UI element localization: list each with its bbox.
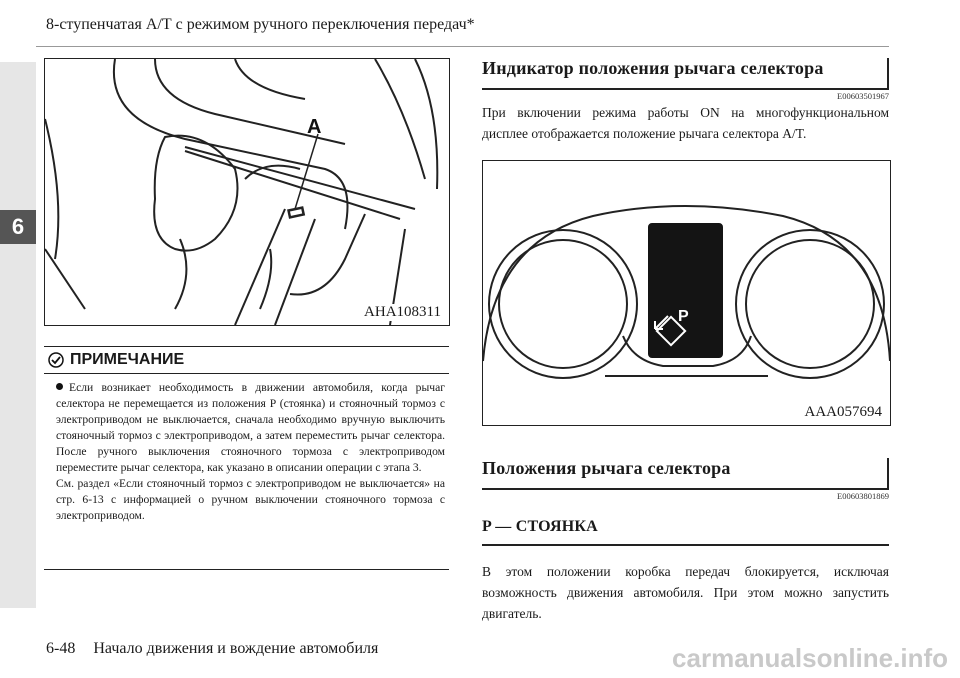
- header-rule: [36, 46, 889, 47]
- instrument-cluster-illustration: [483, 161, 890, 425]
- chapter-tab: 6: [0, 210, 36, 244]
- section-indicator-title-text: Индикатор положения рычага селектора: [482, 58, 824, 78]
- section-park-title-text: P — СТОЯНКА: [482, 518, 598, 535]
- check-icon: [48, 352, 64, 368]
- multi-display: [649, 224, 722, 357]
- section-positions-title: [482, 458, 889, 488]
- gear-selector-figure: [44, 58, 450, 326]
- note-body: [44, 374, 449, 524]
- gear-selector-illustration: [45, 59, 449, 325]
- section-park-title: [482, 518, 889, 544]
- side-strip: [0, 62, 36, 608]
- title-bar: [887, 58, 889, 88]
- page-footer: [46, 640, 378, 658]
- bullet-icon: [56, 383, 63, 390]
- section-park-text: В этом положении коробка передач блокируется, исключая возможность движения автомобиля. При этом можно запустить двигатель.: [482, 564, 889, 621]
- figure2-label: AAA057694: [804, 404, 882, 420]
- title-underline: [482, 88, 889, 90]
- watermark: carmanualsonline.info: [672, 643, 948, 673]
- section-indicator-title: [482, 58, 889, 88]
- instrument-cluster-figure: [482, 160, 891, 426]
- note-paragraph-1: [56, 380, 445, 476]
- note-header: [44, 347, 449, 374]
- section-indicator-code: E00603501967: [837, 91, 889, 101]
- section-positions-title-text: Положения рычага селектора: [482, 458, 731, 478]
- gear-indicator-p: P: [678, 308, 689, 325]
- note-title: ПРИМЕЧАНИЕ: [70, 351, 185, 368]
- figure-marker-a: A: [307, 116, 322, 138]
- section-positions-code: E00603801869: [837, 491, 889, 501]
- park-underline: [482, 544, 889, 546]
- figure1-label: AHA108311: [364, 304, 441, 320]
- note-paragraph-2: См. раздел «Если стояночный тормоз с электроприводом не выключается» на стр. 6-13 с информацией о ручном выключении стояночного тормоза с электроприводом.: [56, 477, 445, 522]
- note-box: [44, 346, 449, 570]
- chapter-title: Начало движения и вождение автомобиля: [93, 640, 379, 657]
- title-bar: [887, 458, 889, 488]
- page-number: 6-48: [46, 640, 76, 657]
- note-paragraph-1-text: Если возникает необходимость в движении автомобиля, когда рычаг селектора не перемещается из положения P (стоянка) и стояночный тормоз с электроприводом не выключается, сначала необходимо вручную выключить стояночный тормоз с электроприводом, а затем переместить рычаг селектора. После ручного выключения стояночного тормоза с электроприводом переместите рычаг селектора, как указано в описании операции с этапа 3.: [56, 381, 445, 474]
- section-indicator-text: При включении режима работы ON на многофункциональном дисплее отображается положение рычага селектора A/T.: [482, 105, 889, 141]
- title-underline: [482, 488, 889, 490]
- page-header: 8-ступенчатая А/Т с режимом ручного переключения передач*: [46, 16, 475, 33]
